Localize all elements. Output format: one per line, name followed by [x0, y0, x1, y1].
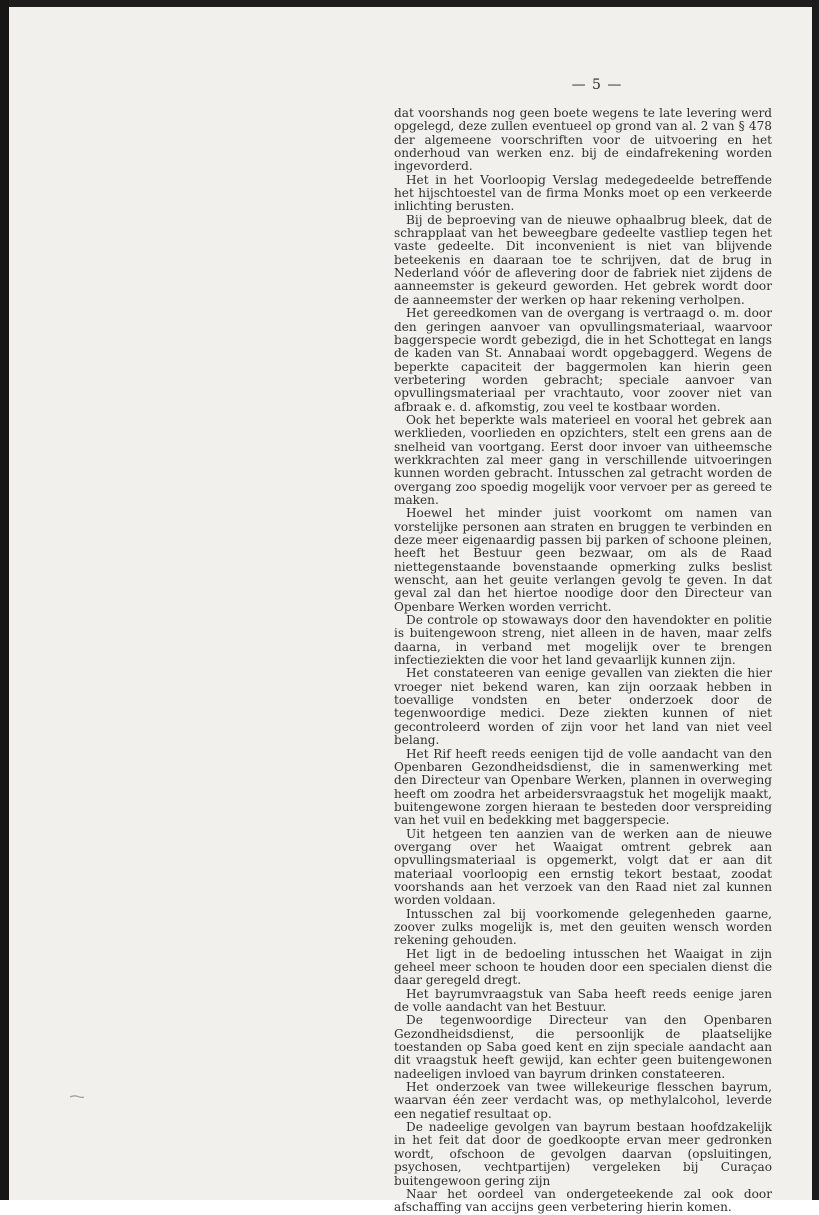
paragraph: Het ligt in de bedoeling intusschen het Waaigat in zijn geheel meer schoon te houden door een specialen dienst die daar geregeld dregt.: [394, 946, 772, 988]
scan-speck-mark: [69, 1094, 85, 1099]
paragraph: Het Rif heeft reeds eenigen tijd de volle aandacht van den Openbaren Gezondheidsdienst, die in samenwerking met den Directeur van Openbare Werken, plannen in overweging heeft om zoodra het arbeidersvraagstuk het mogelijk maakt, buitengewone zorgen hieraan te besteden door verspreiding van het vuil en bedekking met baggerspecie.: [394, 746, 772, 828]
paragraph: Uit hetgeen ten aanzien van de werken aan de nieuwe overgang over het Waaigat omtrent gebrek aan opvullingsmateriaal is opgemerkt, volgt dat er aan dit materiaal voorloopig een ernstig tekort bestaat, zoodat voorshands aan het verzoek van den Raad niet zal kunnen worden voldaan.: [394, 826, 772, 908]
paragraph: Ook het beperkte wals materieel en vooral het gebrek aan werklieden, voorlieden en opzichters, stelt een grens aan de snelheid van voortgang. Eerst door invoer van uitheemsche werkkrachten zal meer gang in verschillende uitvoeringen kunnen worden gebracht. Intusschen zal getracht worden de overgang zoo spoedig mogelijk voor vervoer per as gereed te maken.: [394, 412, 772, 507]
paragraph: De nadeelige gevolgen van bayrum bestaan hoofdzakelijk in het feit dat door de goedkoopte ervan meer gedronken wordt, ofschoon de gevolgen daarvan (opsluitingen, psychosen, vechtpartijen) vergeleken bij Curaçao buitengewoon gering zijn: [394, 1120, 772, 1188]
paragraph: De tegenwoordige Directeur van den Openbaren Gezondheidsdienst, die persoonlijk de plaatselijke toestanden op Saba goed kent en zijn speciale aandacht aan dit vraagstuk heeft gewijd, kan echter geen buitengewonen nadeeligen invloed van bayrum drinken constateeren.: [394, 1013, 772, 1081]
paragraph: Het in het Voorloopig Verslag medegedeelde betreffende het hijschtoestel van de firma Monks moet op een verkeerde inlichting berusten.: [394, 172, 772, 214]
paragraph: Het onderzoek van twee willekeurige flesschen bayrum, waarvan één zeer verdacht was, op methylalcohol, leverde een negatief resultaat op.: [394, 1080, 772, 1121]
text-column: [394, 107, 772, 1215]
paragraph: Naar het oordeel van ondergeteekende zal ook door afschaffing van accijns geen verbetering hierin komen.: [394, 1186, 772, 1215]
paragraph: Intusschen zal bij voorkomende gelegenheden gaarne, zoover zulks mogelijk is, met den geuiten wensch worden rekening gehouden.: [394, 906, 772, 948]
speck-icon: [69, 1094, 85, 1099]
paragraph: Het gereedkomen van de overgang is vertraagd o. m. door den geringen aanvoer van opvullingsmateriaal, waarvoor baggerspecie wordt gebezigd, die in het Schottegat en langs de kaden van St. Annabaai wordt opgebaggerd. Wegens de beperkte capaciteit der baggermolen kan hierin geen verbetering worden gebracht; speciale aanvoer van opvullingsmateriaal per vrachtauto, voor zoover niet van afbraak e. d. afkomstig, zou veel te kostbaar worden.: [394, 306, 772, 414]
paragraph: Het constateeren van eenige gevallen van ziekten die hier vroeger niet bekend waren, kan zijn oorzaak hebben in toevallige vondsten en beter onderzoek door de tegenwoordige medici. Deze ziekten kunnen of niet gecontroleerd worden of zijn voor het land van niet veel belang.: [394, 666, 772, 748]
scan-border-left: [0, 0, 9, 1200]
paragraph: Het bayrumvraagstuk van Saba heeft reeds eenige jaren de volle aandacht van het Bestuur.: [394, 986, 772, 1015]
page-number: — 5 —: [571, 77, 623, 93]
scan-border-right: [812, 0, 819, 1200]
scan-border-top: [0, 0, 819, 7]
paragraph: Bij de beproeving van de nieuwe ophaalbrug bleek, dat de schrapplaat van het beweegbare gedeelte vastliep tegen het vaste gedeelte. Dit inconvenient is niet van blijvende beteekenis en daaraan toe te schrijven, dat de brug in Nederland vóór de aflevering door de fabriek niet zijdens de aanneemster is gekeurd geworden. Het gebrek wordt door de aanneemster der werken op haar rekening verholpen.: [394, 212, 772, 307]
paragraph: De controle op stowaways door den havendokter en politie is buitengewoon streng, niet alleen in de haven, maar zelfs daarna, in verband met mogelijk over te brengen infectieziekten die voor het land gevaarlijk kunnen zijn.: [394, 613, 772, 668]
paragraph: dat voorshands nog geen boete wegens te late levering werd opgelegd, deze zullen eventueel op grond van al. 2 van § 478 der algemeene voorschriften voor de uitvoering en het onderhoud van werken enz. bij de eindafrekening worden ingevorderd.: [394, 106, 772, 174]
paragraph: Hoewel het minder juist voorkomt om namen van vorstelijke personen aan straten en bruggen te verbinden en deze meer eigenaardig passen bij parken of schoone pleinen, heeft het Bestuur geen bezwaar, om als de Raad niettegenstaande bovenstaande opmerking zulks beslist wenscht, aan het geuite verlangen gevolg te geven. In dat geval zal dan het hiertoe noodige door den Directeur van Openbare Werken worden verricht.: [394, 506, 772, 614]
paper-page: [9, 7, 812, 1215]
